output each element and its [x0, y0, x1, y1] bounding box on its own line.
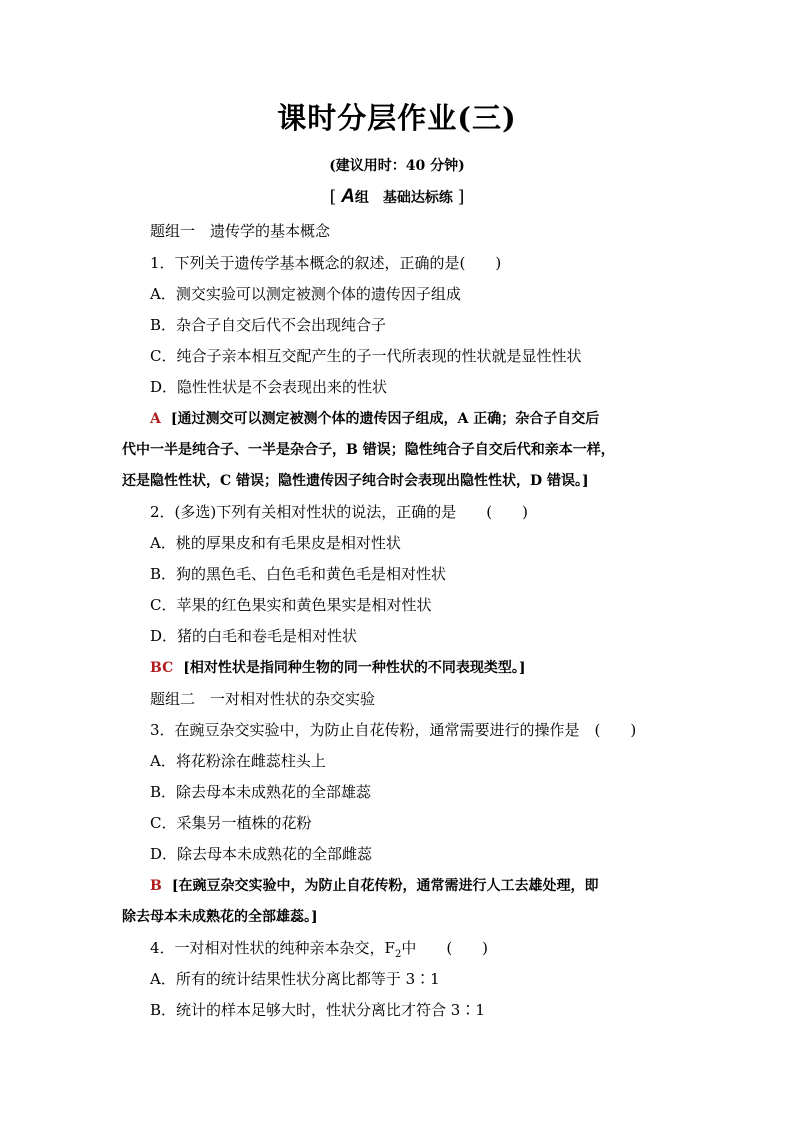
section-title: 题组二 一对相对性状的杂交实验 — [150, 690, 376, 708]
explanation-line: 除去母本未成熟花的全部雄蕊。] — [122, 909, 318, 925]
stem-prefix: 4．一对相对性状的纯种亲本杂交，F — [150, 939, 395, 957]
option-a: A．测交实验可以测定被测个体的遗传因子组成 — [150, 285, 461, 303]
question-stem — [150, 939, 488, 964]
suggested-time: (建议用时：40 分钟) — [329, 158, 465, 174]
option-b: B．杂合子自交后代不会出现纯合子 — [150, 316, 387, 334]
question-stem: 1．下列关于遗传学基本概念的叙述，正确的是( ) — [150, 254, 502, 272]
option-b: B．除去母本未成熟花的全部雄蕊 — [150, 783, 372, 801]
subscript: 2 — [394, 949, 402, 960]
option-b: B．统计的样本足够大时，性状分离比才符合 3∶1 — [150, 1001, 485, 1019]
stem-suffix: 中 ( ) — [401, 939, 489, 957]
group-bracket-left: [ — [329, 187, 337, 207]
explanation-line: [在豌豆杂交实验中，为防止自花传粉，通常需进行人工去雄处理，即 — [171, 878, 599, 894]
option-d: D．猪的白毛和卷毛是相对性状 — [150, 627, 358, 645]
option-a: A．所有的统计结果性状分离比都等于 3∶1 — [150, 970, 440, 988]
option-d: D．隐性性状是不会表现出来的性状 — [150, 378, 388, 396]
option-a: A．桃的厚果皮和有毛果皮是相对性状 — [150, 534, 401, 552]
answer-explanation — [150, 877, 598, 895]
option-c: C．采集另一植株的花粉 — [150, 814, 312, 832]
answer-explanation — [150, 659, 526, 677]
group-letter: A — [341, 186, 355, 207]
option-c: C．纯合子亲本相互交配产生的子一代所表现的性状就是显性性状 — [150, 347, 582, 365]
explanation-line: [相对性状是指同种生物的同一种性状的不同表现类型。] — [183, 660, 526, 676]
group-heading — [0, 186, 794, 208]
answer-letter: B — [150, 878, 162, 894]
option-b: B．狗的黑色毛、白色毛和黄色毛是相对性状 — [150, 565, 447, 583]
option-c: C．苹果的红色果实和黄色果实是相对性状 — [150, 596, 432, 614]
page-title: 课时分层作业(三) — [277, 101, 517, 135]
option-a: A．将花粉涂在雌蕊柱头上 — [150, 752, 326, 770]
question-stem: 3．在豌豆杂交实验中，为防止自花传粉，通常需要进行的操作是 ( ) — [150, 721, 637, 739]
answer-letter: BC — [150, 660, 174, 676]
explanation-line: 代中一半是纯合子、一半是杂合子，B 错误；隐性纯合子自交后代和亲本一样， — [122, 442, 615, 458]
section-title: 题组一 遗传学的基本概念 — [150, 222, 331, 240]
explanation-line: [通过测交可以测定被测个体的遗传因子组成，A 正确；杂合子自交后 — [170, 411, 600, 427]
answer-explanation — [150, 410, 599, 428]
group-bracket-right: ] — [457, 187, 465, 207]
option-d: D．除去母本未成熟花的全部雌蕊 — [150, 845, 373, 863]
question-stem: 2．(多选)下列有关相对性状的说法，正确的是 ( ) — [150, 503, 528, 521]
explanation-line: 还是隐性性状，C 错误；隐性遗传因子纯合时会表现出隐性性状，D 错误。] — [122, 473, 589, 489]
answer-letter: A — [150, 411, 161, 427]
group-label: 组 基础达标练 — [354, 190, 453, 206]
